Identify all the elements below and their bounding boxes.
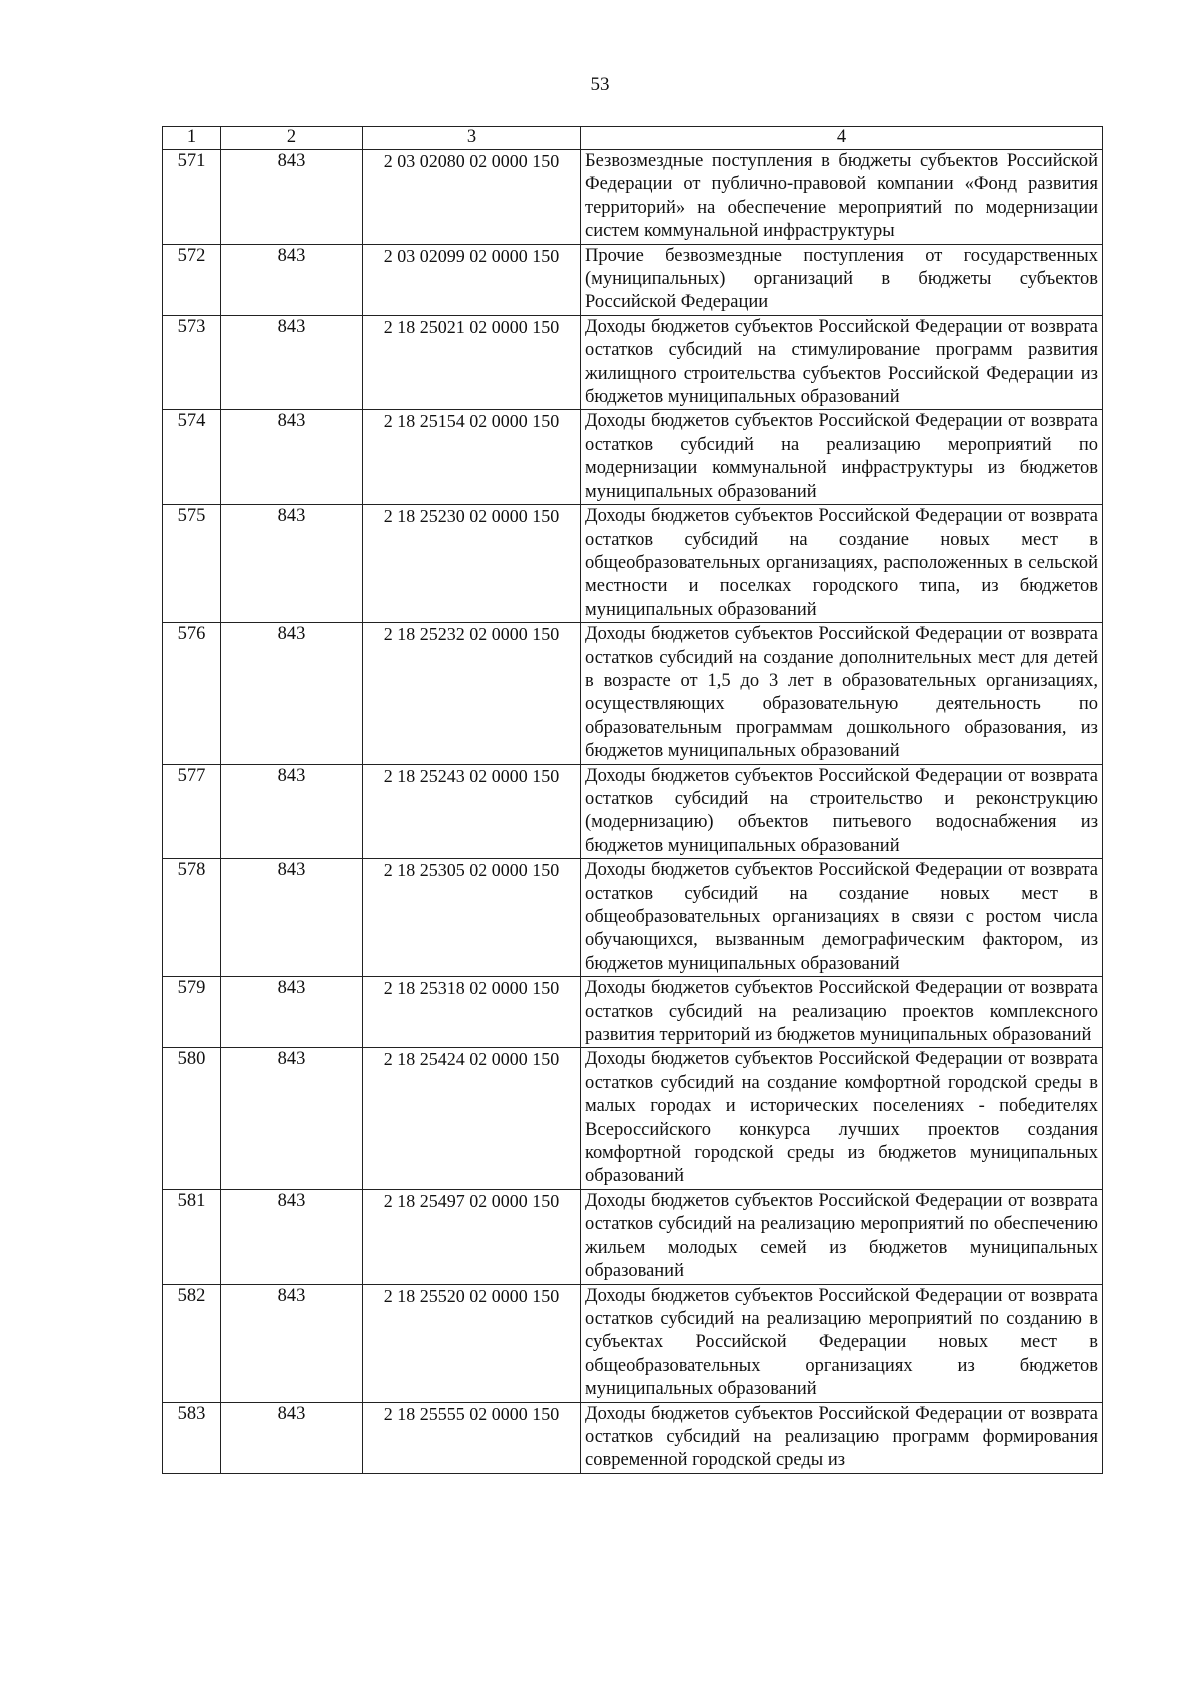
row-number: 579: [163, 977, 221, 1048]
admin-code: 843: [221, 315, 363, 410]
table-row: [163, 1048, 1103, 1189]
table-row: [163, 764, 1103, 859]
budget-classification-code: 2 18 25497 02 0000 150: [363, 1189, 581, 1284]
admin-code: 843: [221, 1284, 363, 1402]
table-row: [163, 859, 1103, 977]
income-description: Доходы бюджетов субъектов Российской Федерации от возврата остатков субсидий на создание дополнительных мест для детей в возрасте от 1,5 до 3 лет в образовательных организациях, осуществляющих образовательную деятельность по образовательным программам дошкольного образования, из бюджетов муниципальных образований: [581, 623, 1103, 764]
income-description: Доходы бюджетов субъектов Российской Федерации от возврата остатков субсидий на создание новых мест в общеобразовательных организациях в связи с ростом числа обучающихся, вызванным демографическим фактором, из бюджетов муниципальных образований: [581, 859, 1103, 977]
table-row: [163, 410, 1103, 505]
income-description: Доходы бюджетов субъектов Российской Федерации от возврата остатков субсидий на реализацию проектов комплексного развития территорий из бюджетов муниципальных образований: [581, 977, 1103, 1048]
table-header: [163, 127, 1103, 150]
table-row: [163, 1402, 1103, 1473]
budget-classification-code: 2 18 25520 02 0000 150: [363, 1284, 581, 1402]
row-number: 575: [163, 505, 221, 623]
row-number: 572: [163, 244, 221, 315]
column-header-1: 1: [163, 127, 221, 150]
column-header-2: 2: [221, 127, 363, 150]
income-description: Доходы бюджетов субъектов Российской Федерации от возврата остатков субсидий на реализацию мероприятий по созданию в субъектах Российской Федерации новых мест в общеобразовательных организациях из бюджетов муниципальных образований: [581, 1284, 1103, 1402]
budget-classification-code: 2 18 25318 02 0000 150: [363, 977, 581, 1048]
row-number: 576: [163, 623, 221, 764]
budget-classification-code: 2 18 25555 02 0000 150: [363, 1402, 581, 1473]
row-number: 580: [163, 1048, 221, 1189]
row-number: 581: [163, 1189, 221, 1284]
table-row: [163, 1189, 1103, 1284]
column-header-3: 3: [363, 127, 581, 150]
income-description: Доходы бюджетов субъектов Российской Федерации от возврата остатков субсидий на создание новых мест в общеобразовательных организациях, расположенных в сельской местности и поселках городского типа, из бюджетов муниципальных образований: [581, 505, 1103, 623]
table-row: [163, 1284, 1103, 1402]
row-number: 577: [163, 764, 221, 859]
income-description: Доходы бюджетов субъектов Российской Федерации от возврата остатков субсидий на стимулирование программ развития жилищного строительства субъектов Российской Федерации из бюджетов муниципальных образований: [581, 315, 1103, 410]
income-description: Доходы бюджетов субъектов Российской Федерации от возврата остатков субсидий на реализацию мероприятий по обеспечению жильем молодых семей из бюджетов муниципальных образований: [581, 1189, 1103, 1284]
income-description: Доходы бюджетов субъектов Российской Федерации от возврата остатков субсидий на создание комфортной городской среды в малых городах и исторических поселениях - победителях Всероссийского конкурса лучших проектов создания комфортной городской среды из бюджетов муниципальных образований: [581, 1048, 1103, 1189]
budget-classification-code: 2 18 25424 02 0000 150: [363, 1048, 581, 1189]
column-header-4: 4: [581, 127, 1103, 150]
row-number: 571: [163, 150, 221, 245]
income-description: Доходы бюджетов субъектов Российской Федерации от возврата остатков субсидий на строительство и реконструкцию (модернизацию) объектов питьевого водоснабжения из бюджетов муниципальных образований: [581, 764, 1103, 859]
budget-classification-code: 2 18 25305 02 0000 150: [363, 859, 581, 977]
income-description: Прочие безвозмездные поступления от государственных (муниципальных) организаций в бюджеты субъектов Российской Федерации: [581, 244, 1103, 315]
admin-code: 843: [221, 859, 363, 977]
table-row: [163, 977, 1103, 1048]
table-row: [163, 505, 1103, 623]
budget-classification-code: 2 18 25243 02 0000 150: [363, 764, 581, 859]
admin-code: 843: [221, 1189, 363, 1284]
income-description: Доходы бюджетов субъектов Российской Федерации от возврата остатков субсидий на реализацию мероприятий по модернизации коммунальной инфраструктуры из бюджетов муниципальных образований: [581, 410, 1103, 505]
row-number: 578: [163, 859, 221, 977]
budget-classification-code: 2 18 25154 02 0000 150: [363, 410, 581, 505]
row-number: 573: [163, 315, 221, 410]
table-row: [163, 150, 1103, 245]
admin-code: 843: [221, 150, 363, 245]
table-body: [163, 150, 1103, 1474]
table-row: [163, 315, 1103, 410]
budget-classification-code: 2 03 02080 02 0000 150: [363, 150, 581, 245]
income-codes-table: [162, 126, 1103, 1474]
admin-code: 843: [221, 977, 363, 1048]
row-number: 582: [163, 1284, 221, 1402]
row-number: 574: [163, 410, 221, 505]
table-header-row: [163, 127, 1103, 150]
table-row: [163, 244, 1103, 315]
table-row: [163, 623, 1103, 764]
admin-code: 843: [221, 505, 363, 623]
income-description: Безвозмездные поступления в бюджеты субъектов Российской Федерации от публично-правовой компании «Фонд развития территорий» на обеспечение мероприятий по модернизации систем коммунальной инфраструктуры: [581, 150, 1103, 245]
page-number: 53: [590, 74, 610, 95]
budget-classification-code: 2 18 25021 02 0000 150: [363, 315, 581, 410]
admin-code: 843: [221, 1402, 363, 1473]
row-number: 583: [163, 1402, 221, 1473]
admin-code: 843: [221, 764, 363, 859]
admin-code: 843: [221, 410, 363, 505]
admin-code: 843: [221, 623, 363, 764]
admin-code: 843: [221, 1048, 363, 1189]
admin-code: 843: [221, 244, 363, 315]
budget-classification-code: 2 18 25230 02 0000 150: [363, 505, 581, 623]
budget-classification-code: 2 18 25232 02 0000 150: [363, 623, 581, 764]
budget-classification-code: 2 03 02099 02 0000 150: [363, 244, 581, 315]
income-description: Доходы бюджетов субъектов Российской Федерации от возврата остатков субсидий на реализацию программ формирования современной городской среды из: [581, 1402, 1103, 1473]
